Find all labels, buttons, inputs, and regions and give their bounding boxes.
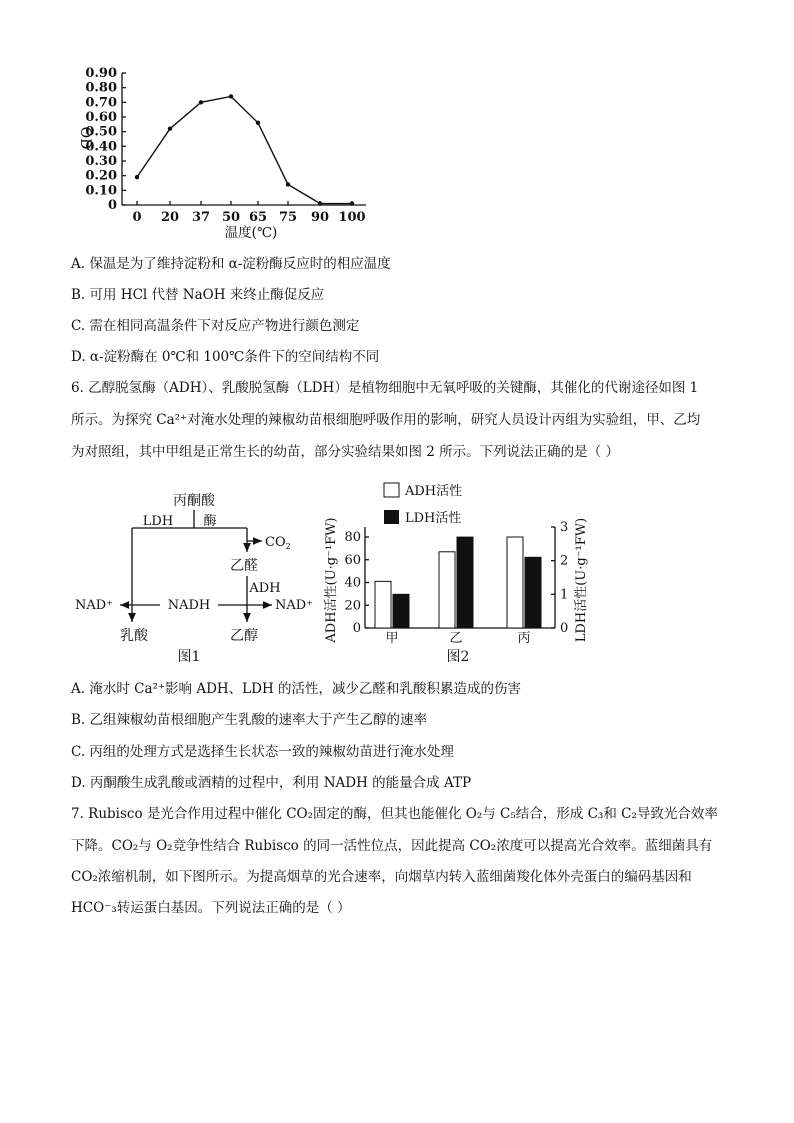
- chart1-y-tick-label: 0.30: [85, 154, 117, 169]
- chart2-right-tick-label: 1: [560, 587, 569, 603]
- q7-stem-line-3: CO₂浓缩机制，如下图所示。为提高烟草的光合速率，向烟草内转入蓝细菌羧化体外壳蛋白的编码基因和: [71, 869, 692, 885]
- co2-label: $CO_2$: [265, 535, 291, 551]
- chart2-ldh-bar: [525, 557, 541, 628]
- adh-label: ADH: [249, 581, 281, 596]
- chart1-x-tick-label: 65: [248, 210, 268, 225]
- chart2-category-label: 乙: [449, 631, 463, 646]
- chart2-right-tick-label: 0: [560, 621, 569, 636]
- chart1-y-tick-label: 0.10: [85, 183, 117, 199]
- chart2-right-tick-label: 3: [560, 520, 569, 535]
- chart2-left-tick-label: 20: [344, 598, 361, 614]
- chart2-adh-bar: [375, 581, 391, 628]
- enzyme-label: 酶: [203, 514, 217, 529]
- chart2-ylabel-left: ADH活性(U·g⁻¹FW): [324, 517, 339, 643]
- q5-option-a: A. 保温是为了维持淀粉和 α-淀粉酶反应时的相应温度: [71, 256, 391, 272]
- chart1-x-tick-label: 37: [191, 210, 211, 225]
- ldh-label: LDH: [142, 514, 174, 529]
- chart1-y-tick-label: 0.50: [85, 124, 117, 140]
- legend-adh-label: ADH活性: [405, 484, 463, 499]
- chart2-adh-bar: [439, 552, 455, 628]
- q6-option-d: D. 丙酮酸生成乳酸或酒精的过程中，利用 NADH 的能量合成 ATP: [71, 775, 472, 791]
- chart1-x-tick-label: 20: [160, 210, 180, 225]
- chart1-y-tick-label: 0.20: [85, 168, 117, 184]
- q6-stem-line-3: 为对照组，其中甲组是正常生长的幼苗，部分实验结果如图 2 所示。下列说法正确的是（ ）: [71, 444, 619, 460]
- chart2-left-tick-label: 60: [344, 552, 361, 568]
- q6-option-c: C. 丙组的处理方式是选择生长状态一致的辣椒幼苗进行淹水处理: [71, 744, 454, 760]
- chart1-ylabel: OD: [77, 126, 93, 150]
- chart1-y-tick-label: 0: [107, 198, 117, 213]
- chart1-y-tick-label: 0.40: [85, 139, 117, 155]
- legend-adh-swatch: [384, 483, 399, 497]
- q5-option-c: C. 需在相同高温条件下对反应产物进行颜色测定: [71, 318, 360, 334]
- chart1-y-tick-label: 0.80: [85, 80, 117, 96]
- nadh-label: NADH: [167, 598, 211, 613]
- chart1-x-tick-label: 100: [338, 210, 366, 225]
- lactate-label: 乳酸: [120, 628, 148, 644]
- q7-stem-line-1: 7. Rubisco 是光合作用过程中催化 CO₂固定的酶，但其也能催化 O₂与 C₅结合，形成 C₃和 C₂导致光合效率: [71, 806, 718, 822]
- chart2-category-label: 甲: [385, 631, 399, 646]
- q6-stem-line-1: 6. 乙醇脱氢酶（ADH）、乳酸脱氢酶（LDH）是植物细胞中无氧呼吸的关键酶，其催化的代谢途径如图 1: [71, 380, 699, 396]
- q5-option-d: D. α-淀粉酶在 0℃和 100℃条件下的空间结构不同: [71, 349, 380, 365]
- q6-option-a: A. 淹水时 Ca²⁺影响 ADH、LDH 的活性，减少乙醛和乳酸积累造成的伤害: [71, 681, 522, 697]
- q5-option-b: B. 可用 HCl 代替 NaOH 来终止酶促反应: [71, 287, 325, 303]
- chart1-x-tick-label: 75: [278, 210, 298, 225]
- ethanol-label: 乙醇: [230, 628, 258, 644]
- nad-right-label: NAD⁺: [275, 598, 314, 613]
- chart1-x-tick-label: 50: [221, 210, 241, 225]
- chart2-right-tick-label: 2: [560, 553, 569, 569]
- legend-ldh-label: LDH活性: [405, 511, 462, 526]
- chart2-ldh-bar: [393, 594, 409, 628]
- chart2-left-tick-label: 0: [352, 621, 361, 636]
- chart2-left-tick-label: 40: [344, 575, 361, 591]
- figure2-caption: 图2: [446, 649, 470, 665]
- chart1-x-tick-label: 0: [132, 210, 142, 225]
- chart2-left-tick-label: 80: [344, 530, 361, 545]
- nad-left-label: NAD⁺: [75, 598, 114, 613]
- legend-ldh-swatch: [384, 510, 399, 524]
- chart2-adh-bar: [507, 537, 523, 628]
- q6-stem-line-2: 所示。为探究 Ca²⁺对淹水处理的辣椒幼苗根细胞呼吸作用的影响，研究人员设计丙组为实验组，甲、乙均: [71, 412, 701, 428]
- q7-stem-line-4: HCO⁻₃转运蛋白基因。下列说法正确的是（ ）: [71, 900, 351, 916]
- acetaldehyde-label: 乙醛: [230, 558, 258, 574]
- q7-stem-line-2: 下降。CO₂与 O₂竞争性结合 Rubisco 的同一活性位点，因此提高 CO₂浓度可以提高光合效率。蓝细菌具有: [71, 838, 713, 854]
- pyruvate-label: 丙酮酸: [173, 493, 215, 509]
- figure1-caption: 图1: [177, 649, 201, 665]
- chart1-xlabel: 温度(℃): [224, 225, 278, 241]
- chart2-ldh-bar: [457, 537, 473, 628]
- q6-option-b: B. 乙组辣椒幼苗根细胞产生乳酸的速率大于产生乙醇的速率: [71, 712, 428, 728]
- chart1-y-tick-label: 0.70: [85, 95, 117, 111]
- chart1-y-tick-label: 0.90: [85, 66, 117, 81]
- chart2-category-label: 丙: [517, 631, 531, 646]
- chart1-x-tick-label: 90: [310, 210, 330, 225]
- chart1-y-tick-label: 0.60: [85, 110, 117, 125]
- chart2-ylabel-right: LDH活性(U·g⁻¹FW): [574, 517, 589, 643]
